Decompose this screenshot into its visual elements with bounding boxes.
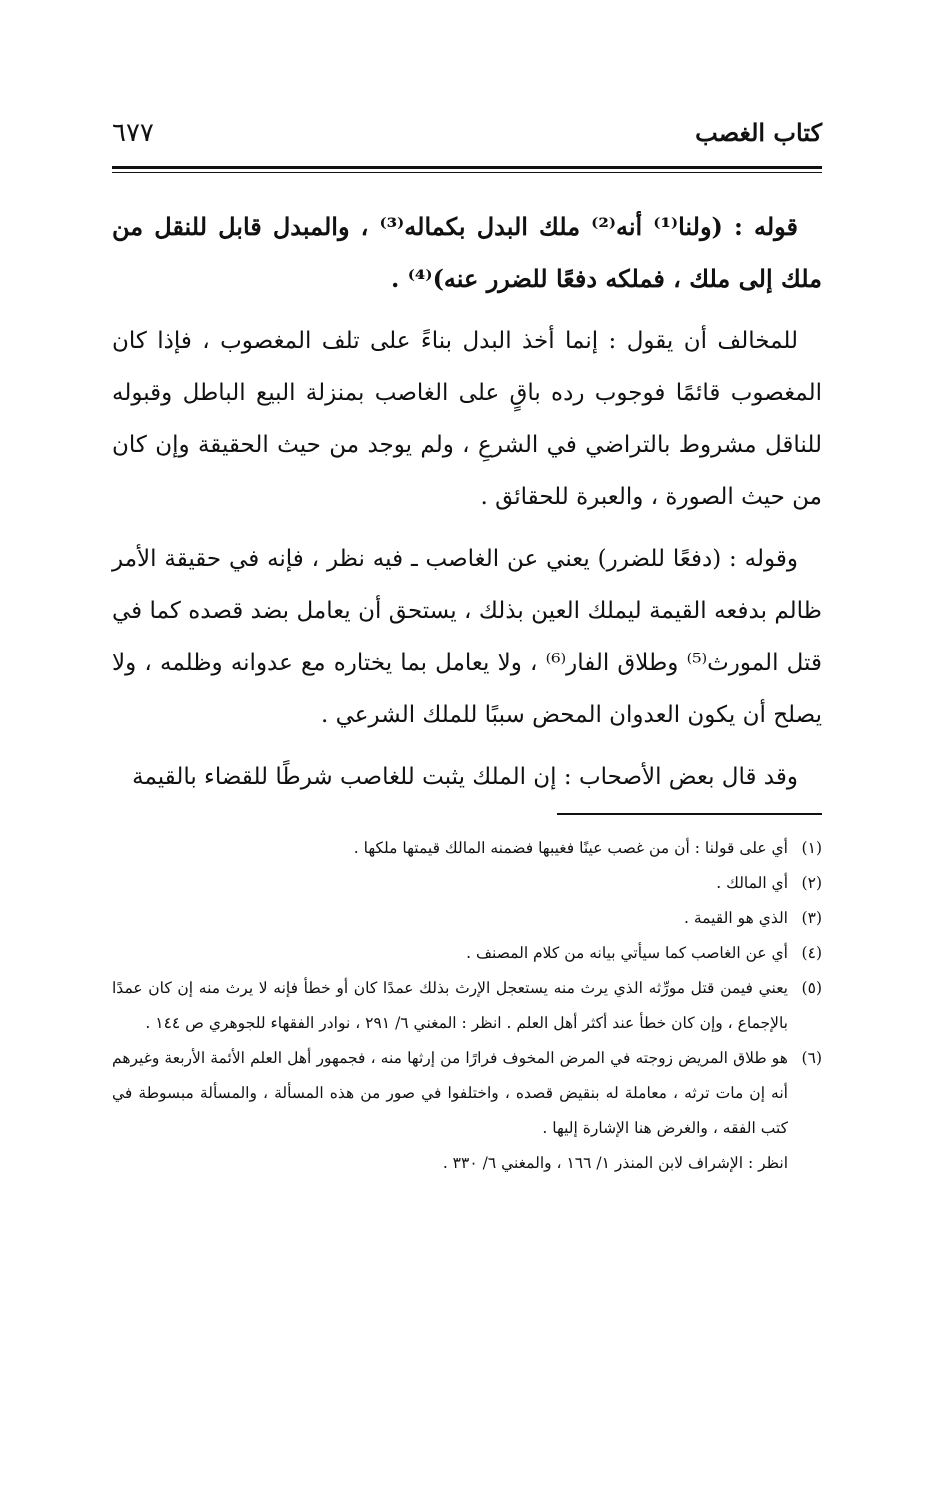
chapter-title: كتاب الغصب [695, 118, 822, 147]
footnote [112, 1041, 822, 1146]
footnote [112, 866, 822, 901]
header-rule-thin [112, 172, 822, 173]
paragraph: وقد قال بعض الأصحاب : إن الملك يثبت للغاصب شرطًا للقضاء بالقيمة [132, 764, 798, 790]
book-page [112, 118, 822, 1181]
paragraph: للمخالف أن يقول : إنما أخذ البدل بناءً على تلف المغصوب ، فإذا كان المغصوب قائمًا فوجوب رده باقٍ على الغاصب بمنزلة البيع الباطل وقبوله للناقل مشروط بالتراضي في الشرعِ ، ولم يوجد من حيث الحقيقة وإن كان من حيث الصورة ، والعبرة للحقائق . [112, 328, 822, 510]
paragraph: وقوله : (دفعًا للضرر) يعني عن الغاصب ـ فيه نظر ، فإنه في حقيقة الأمر ظالم بدفعه القيمة ليملك العين بذلك ، يستحق أن يعامل بضد قصده كما في قتل المورث⁽⁵⁾ وطلاق الفار⁽⁶⁾ ، ولا يعامل بما يختاره مع عدوانه وظلمه ، ولا يصلح أن يكون العدوان المحض سببًا للملك الشرعي . [112, 546, 822, 728]
running-header [112, 118, 822, 162]
page-number: ٦٧٧ [112, 118, 154, 148]
footnotes [112, 831, 822, 1181]
footnote-mark: (٤) [801, 944, 822, 962]
header-rule-thick [112, 166, 822, 169]
footnote [112, 901, 822, 936]
footnote-text: يعني فيمن قتل مورِّثه الذي يرث منه يستعجل الإرث بذلك عمدًا كان أو خطأ فإنه لا يرث منه إن كان عمدًا بالإجماع ، وإن كان خطأ عند أكثر أهل العلم . انظر : المغني ٦/ ٢٩١ ، نوادر الفقهاء للجوهري ص ١٤٤ . [112, 979, 788, 1032]
footnote-text: أي على قولنا : أن من غصب عينًا فغيبها فضمنه المالك قيمتها ملكها . [353, 839, 788, 857]
footnote-mark: (٥) [801, 979, 822, 997]
footnote-text: هو طلاق المريض زوجته في المرض المخوف فرارًا من إرثها منه ، فجمهور أهل العلم الأئمة الأربعة وغيرهم أنه إن مات ترثه ، معاملة له بنقيض قصده ، واختلفوا في صور من هذه المسألة ، والمسألة مبسوطة في كتب الفقه ، والغرض هنا الإشارة إليها . [112, 1049, 788, 1137]
footnote-mark: (٦) [801, 1049, 822, 1067]
footnote-text: انظر : الإشراف لابن المنذر ١/ ١٦٦ ، والمغني ٦/ ٣٣٠ . [442, 1154, 788, 1172]
footnote [112, 936, 822, 971]
footnote-mark: (٢) [801, 874, 822, 892]
footnote [112, 831, 822, 866]
main-text [112, 201, 822, 803]
footnote-continuation [112, 1146, 822, 1181]
footnote-mark: (١) [801, 839, 822, 857]
footnote-text: أي عن الغاصب كما سيأتي بيانه من كلام المصنف . [466, 944, 788, 962]
quoted-passage: قوله : (ولنا⁽¹⁾ أنه⁽²⁾ ملك البدل بكماله⁽³⁾ ، والمبدل قابل للنقل من ملك إلى ملك ، فملكه دفعًا للضرر عنه)⁽⁴⁾ . [112, 212, 822, 293]
footnote [112, 971, 822, 1041]
footnote-text: الذي هو القيمة . [683, 909, 788, 927]
footnote-mark: (٣) [801, 909, 822, 927]
footnote-separator [557, 813, 822, 815]
footnote-text: أي المالك . [716, 874, 788, 892]
